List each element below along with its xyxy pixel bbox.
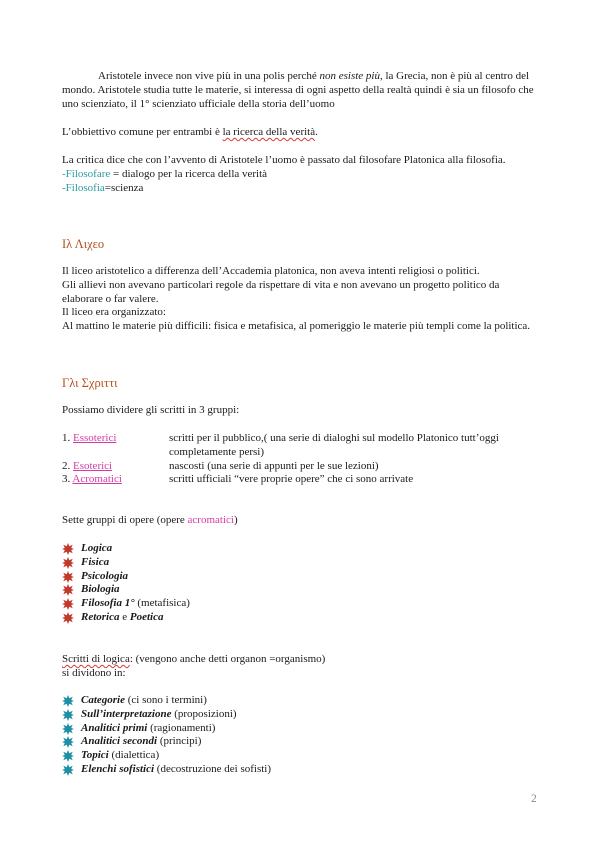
dash: -	[62, 181, 66, 194]
logic-title: Sull’interpretazione	[81, 707, 172, 720]
teal-star-bullet-icon	[62, 695, 74, 707]
groups-intro: Possiamo dividere gli scritti in 3 gruppi:	[62, 404, 240, 416]
group-name: Esoterici	[73, 459, 113, 472]
intro-text: Aristotele invece non vive più in una polis perché	[98, 70, 320, 82]
work-title: Filosofia 1°	[81, 597, 135, 610]
work-title: Poetica	[129, 610, 164, 623]
group-number: 3.	[62, 473, 73, 486]
list-item	[62, 708, 542, 722]
list-item	[62, 542, 542, 556]
logic-highlight: Scritti di logica	[62, 653, 130, 665]
teal-star-bullet-icon	[62, 736, 74, 748]
liceo-line: Gli allievi non avevano particolari regole da rispettare di vita e non avevano un progetto politico da elaborare o far valere.	[62, 278, 500, 305]
red-star-bullet-icon	[62, 584, 74, 596]
intro-text-rest: , la Grecia, non è più al centro del mondo. Aristotele studia tutte le materie, si interessa di ogni aspetto della realtà quindi è sia un filosofo che uno scienziato, il 1° scienziato ufficiale della storia dell’uomo	[62, 70, 534, 110]
objective-end: .	[315, 126, 318, 138]
liceo-paragraph	[62, 265, 542, 334]
groups-list	[62, 432, 542, 487]
works-list	[62, 542, 542, 625]
work-note: (metafisica)	[134, 597, 190, 610]
list-item	[62, 570, 542, 584]
seven-term: acromatici	[187, 514, 234, 526]
list-item	[62, 597, 542, 611]
list-item	[62, 611, 542, 625]
section-heading-liceo: Ιλ Λιχεο	[62, 237, 105, 251]
logic-note: (decostruzione dei sofisti)	[154, 762, 272, 775]
intro-paragraph	[62, 70, 542, 111]
section-heading-scritti: Γλι Σχριττι	[62, 376, 118, 390]
definition-filosofare	[62, 168, 542, 182]
work-title: Biologia	[81, 583, 120, 596]
work-title: Logica	[81, 542, 113, 554]
term-filosofia: Filosofia	[65, 181, 105, 194]
red-star-bullet-icon	[62, 598, 74, 610]
liceo-line: Il liceo era organizzato:	[62, 306, 166, 319]
group-number: 2.	[62, 459, 73, 472]
logic-title: Elenchi sofistici	[81, 762, 155, 775]
logic-title: Analitici primi	[81, 721, 148, 734]
group-label	[62, 473, 122, 487]
definition-filosofia	[62, 182, 542, 196]
logic-title: Categorie	[81, 694, 125, 706]
red-star-bullet-icon	[62, 543, 74, 555]
definition-text: =scienza	[104, 181, 144, 194]
red-star-bullet-icon	[62, 557, 74, 569]
group-row	[62, 432, 542, 460]
group-label	[62, 432, 116, 446]
list-item	[62, 694, 542, 708]
liceo-line: Il liceo aristotelico a differenza dell’Accademia platonica, non aveva intenti religiosi o politici.	[62, 265, 480, 277]
red-star-bullet-icon	[62, 571, 74, 583]
logic-paragraph	[62, 653, 542, 681]
list-item	[62, 556, 542, 570]
list-item	[62, 722, 542, 736]
liceo-line: Al mattino le materie più difficili: fisica e metafisica, al pomeriggio le materie più templi come la politica.	[62, 320, 531, 333]
list-item	[62, 763, 542, 777]
logic-title: Topici	[81, 749, 109, 762]
work-title: Fisica	[81, 555, 110, 568]
list-item	[62, 583, 542, 597]
logic-note: (dialettica)	[108, 749, 160, 762]
seven-text: Sette gruppi di opere (opere	[62, 514, 188, 526]
group-description: scritti ufficiali “vere proprie opere” che ci sono arrivate	[169, 473, 414, 486]
group-description: scritti per il pubblico,( una serie di dialoghi sul modello Platonico tutt’oggi completamente persi)	[169, 432, 499, 458]
logic-note: (proposizioni)	[171, 707, 237, 720]
logic-title: Analitici secondi	[81, 735, 158, 748]
red-star-bullet-icon	[62, 612, 74, 624]
list-item	[62, 735, 542, 749]
group-name: Acromatici	[72, 473, 122, 486]
group-row	[62, 460, 542, 474]
definition-text: = dialogo per la ricerca della verità	[110, 167, 268, 180]
seven-end: )	[233, 514, 238, 526]
group-name: Essoterici	[73, 432, 117, 444]
logic-text: si dividono in:	[62, 666, 126, 679]
term-filosofare: Filosofare	[65, 167, 111, 180]
teal-star-bullet-icon	[62, 709, 74, 721]
group-row	[62, 473, 542, 487]
work-note: e	[119, 610, 130, 623]
group-label	[62, 460, 112, 474]
logic-text: : (vengono anche detti organon =organismo)	[129, 653, 326, 665]
group-description: nascosti (una serie di appunti per le sue lezioni)	[169, 459, 379, 472]
group-number: 1.	[62, 432, 73, 444]
teal-star-bullet-icon	[62, 764, 74, 776]
seven-groups-intro	[62, 514, 542, 528]
critique-paragraph	[62, 154, 542, 195]
logic-list	[62, 694, 542, 777]
teal-star-bullet-icon	[62, 723, 74, 735]
work-title: Psicologia	[81, 569, 129, 582]
objective-paragraph	[62, 126, 542, 140]
list-item	[62, 749, 542, 763]
work-title: Retorica	[81, 610, 120, 623]
critique-text: La critica dice che con l’avvento di Aristotele l’uomo è passato dal filosofare Platonica alla filosofia.	[62, 154, 506, 166]
logic-note: (ragionamenti)	[147, 721, 216, 734]
objective-highlight: la ricerca della verità	[222, 126, 316, 138]
teal-star-bullet-icon	[62, 750, 74, 762]
dash: -	[62, 167, 66, 180]
intro-emphasis: non esiste più	[319, 70, 380, 82]
logic-note: (principi)	[157, 735, 202, 748]
logic-note: (ci sono i termini)	[125, 694, 207, 706]
page-number: 2	[531, 793, 537, 805]
objective-text: L’obbiettivo comune per entrambi è	[62, 126, 223, 138]
